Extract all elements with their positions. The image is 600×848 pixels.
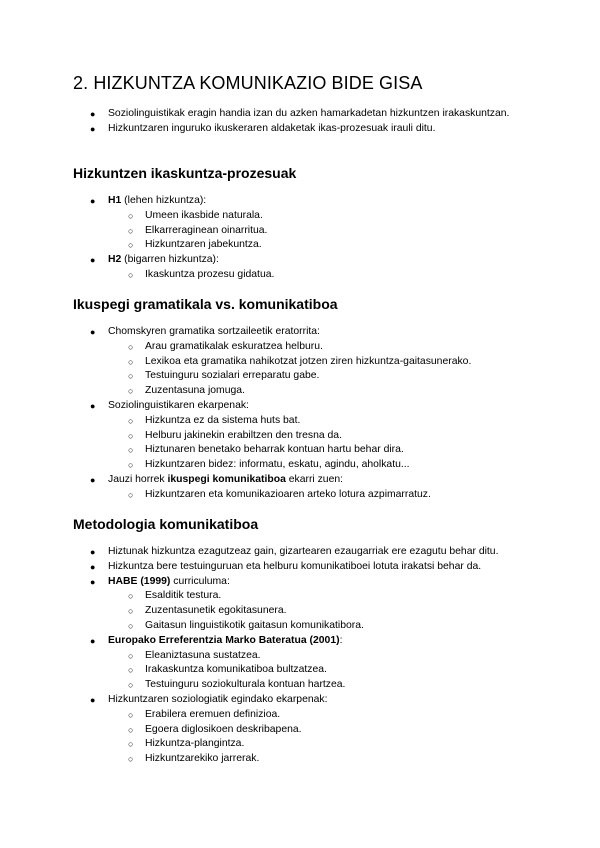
sub-list-item: ○ Hizkuntza-plangintza.: [0, 737, 600, 752]
hollow-bullet-icon: ○: [128, 460, 134, 471]
sub-list-item: ○ Elkarreraginean oinarritua.: [0, 224, 600, 239]
bullet-icon: ●: [90, 474, 96, 485]
hollow-bullet-icon: ○: [128, 620, 134, 631]
hollow-bullet-icon: ○: [128, 709, 134, 720]
sub-list-item: ○ Esalditik testura.: [0, 589, 600, 604]
hollow-bullet-icon: ○: [128, 680, 134, 691]
bullet-icon: ●: [90, 635, 96, 646]
hollow-bullet-icon: ○: [128, 356, 134, 367]
bullet-icon: ●: [90, 400, 96, 411]
hollow-bullet-icon: ○: [128, 489, 134, 500]
intro-list: [0, 107, 600, 137]
sub-list-item: ○ Zuzentasunetik egokitasunera.: [0, 604, 600, 619]
bullet-icon: ●: [90, 561, 96, 572]
hollow-bullet-icon: ○: [128, 269, 134, 280]
sub-list-item: ○ Egoera diglosikoen deskribapena.: [0, 723, 600, 738]
sub-list-item: ○ Helburu jakinekin erabiltzen den tresna da.: [0, 429, 600, 444]
hollow-bullet-icon: ○: [128, 606, 134, 617]
sub-list-item: ○ Gaitasun linguistikotik gaitasun komunikatibora.: [0, 619, 600, 634]
bullet-icon: ●: [90, 327, 96, 337]
list-item: ● Soziolinguistikaren ekarpenak:: [0, 399, 528, 414]
list-item: ● Jauzi horrek ikuspegi komunikatiboa ekarri zuen:: [0, 473, 528, 488]
hollow-bullet-icon: ○: [128, 724, 134, 735]
hollow-bullet-icon: ○: [128, 415, 134, 426]
bullet-icon: ●: [90, 547, 96, 557]
list-item: ● Chomskyren gramatika sortzaileetik eratorrita:: [0, 325, 528, 340]
list-item: ● HABE (1999) curriculuma:: [0, 575, 528, 590]
hollow-bullet-icon: ○: [128, 430, 134, 441]
sub-list-item: ○ Umeen ikasbide naturala.: [0, 209, 600, 224]
list-item: ● Hizkuntzaren soziologiatik egindako ekarpenak:: [0, 693, 528, 708]
section3-list: [0, 545, 600, 767]
sub-list-item: ○ Testuinguru soziokulturala kontuan hartzea.: [0, 678, 600, 693]
hollow-bullet-icon: ○: [128, 445, 134, 456]
hollow-bullet-icon: ○: [128, 650, 134, 661]
bullet-icon: ●: [90, 576, 96, 587]
page-title: 2. HIZKUNTZA KOMUNIKAZIO BIDE GISA: [73, 73, 423, 93]
sub-list-item: ○ Ikaskuntza prozesu gidatua.: [0, 268, 600, 283]
sub-list-item: ○ Hiztunaren benetako beharrak kontuan hartu behar dira.: [0, 443, 600, 458]
sub-list-item: ○ Arau gramatikalak eskuratzea helburu.: [0, 340, 600, 355]
section-heading: Ikuspegi gramatikala vs. komunikatiboa: [73, 296, 338, 312]
sub-list-item: ○ Hizkuntzaren eta komunikazioaren arteko lotura azpimarratuz.: [0, 488, 600, 503]
list-item: ● Europako Erreferentzia Marko Bateratua (2001):: [0, 634, 528, 649]
sub-list-item: ○ Testuinguru sozialari erreparatu gabe.: [0, 369, 600, 384]
sub-list-item: ○ Irakaskuntza komunikatiboa bultzatzea.: [0, 663, 600, 678]
bullet-icon: ●: [90, 255, 96, 266]
hollow-bullet-icon: ○: [128, 591, 134, 602]
sub-list-item: ○ Zuzentasuna jomuga.: [0, 384, 600, 399]
list-item: ● H2 (bigarren hizkuntza):: [0, 253, 528, 268]
hollow-bullet-icon: ○: [128, 341, 134, 352]
hollow-bullet-icon: ○: [128, 240, 134, 251]
sub-list-item: ○ Eleaniztasuna sustatzea.: [0, 649, 600, 664]
bullet-icon: ●: [90, 109, 96, 119]
list-item: ● Soziolinguistikak eragin handia izan du azken hamarkadetan hizkuntzen irakaskuntzan.: [0, 107, 528, 122]
hollow-bullet-icon: ○: [128, 386, 134, 397]
hollow-bullet-icon: ○: [128, 754, 134, 765]
section1-list: [0, 194, 600, 283]
section2-list: [0, 325, 600, 503]
list-item: ● H1 (lehen hizkuntza):: [0, 194, 528, 209]
section-heading: Hizkuntzen ikaskuntza-prozesuak: [73, 165, 297, 181]
bullet-icon: ●: [90, 123, 96, 134]
list-item: ● Hizkuntza bere testuinguruan eta helburu komunikatiboei lotuta irakatsi behar da.: [0, 560, 568, 575]
hollow-bullet-icon: ○: [128, 665, 134, 676]
sub-list-item: ○ Hizkuntzaren bidez: informatu, eskatu, agindu, aholkatu...: [0, 458, 600, 473]
sub-list-item: ○ Hizkuntza ez da sistema huts bat.: [0, 414, 600, 429]
sub-list-item: ○ Erabilera eremuen definizioa.: [0, 708, 600, 723]
section-heading: Metodologia komunikatiboa: [73, 516, 259, 532]
hollow-bullet-icon: ○: [128, 210, 134, 221]
sub-list-item: ○ Hizkuntzaren jabekuntza.: [0, 238, 600, 253]
sub-list-item: ○ Lexikoa eta gramatika nahikotzat jotzen ziren hizkuntza-gaitasunerako.: [0, 355, 600, 370]
hollow-bullet-icon: ○: [128, 739, 134, 750]
list-item: ● Hiztunak hizkuntza ezagutzeaz gain, gizartearen ezaugarriak ere ezagutu behar ditu.: [0, 545, 568, 560]
hollow-bullet-icon: ○: [128, 225, 134, 236]
bullet-icon: ●: [90, 196, 96, 206]
hollow-bullet-icon: ○: [128, 371, 134, 382]
list-item: ● Hizkuntzaren inguruko ikuskeraren aldaketak ikas-prozesuak irauli ditu.: [0, 122, 528, 137]
sub-list-item: ○ Hizkuntzarekiko jarrerak.: [0, 752, 600, 767]
bullet-icon: ●: [90, 694, 96, 705]
